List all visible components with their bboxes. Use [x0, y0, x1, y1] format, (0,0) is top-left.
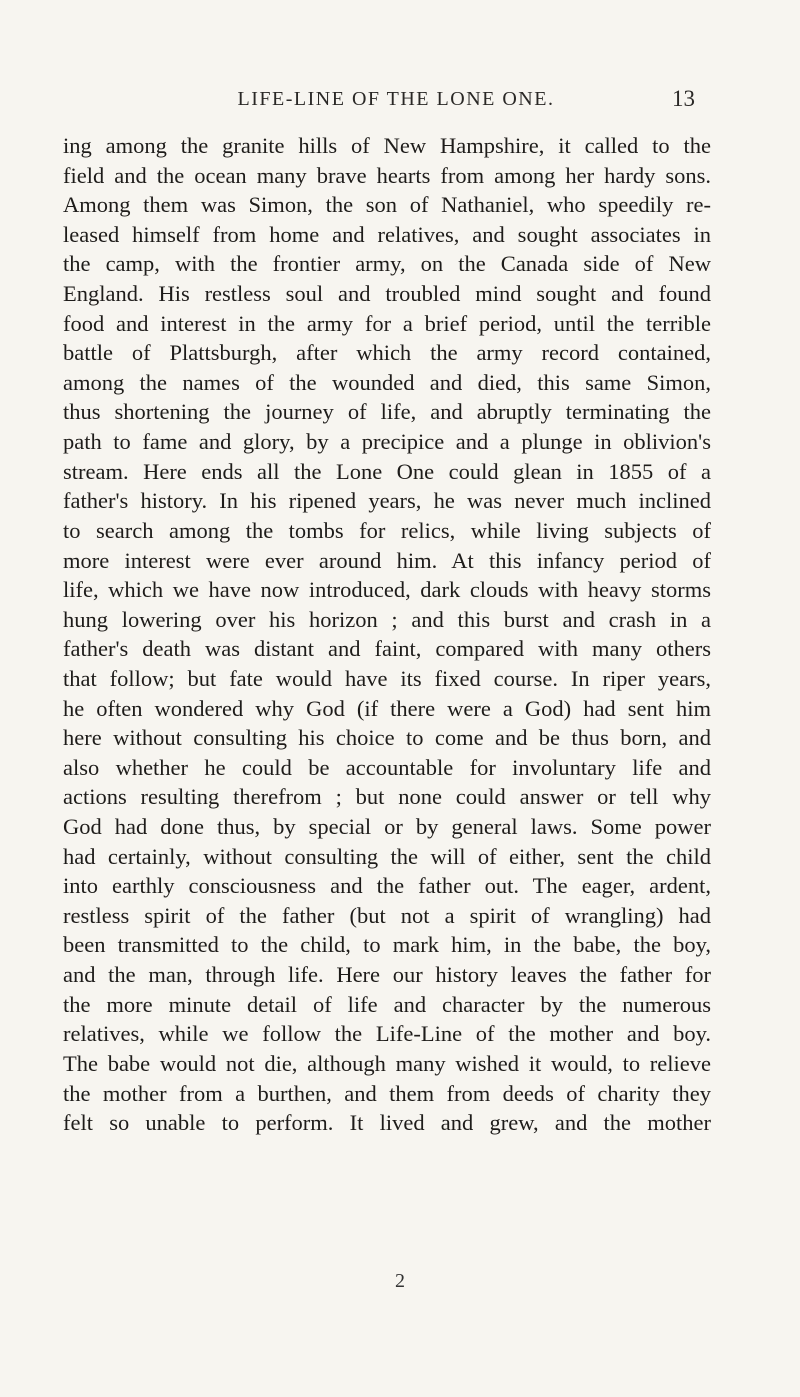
- text-line: ing among the granite hills of New Hampshire, it called to the: [63, 133, 711, 158]
- text-line: the camp, with the frontier army, on the Canada side of New: [63, 251, 711, 277]
- text-line: also whether he could be accountable for involuntary life and: [63, 754, 711, 780]
- text-line: to search among the tombs for relics, while living subjects of: [63, 517, 711, 543]
- text-line: England. His restless soul and troubled mind sought and found: [63, 281, 711, 307]
- text-line: he often wondered why God (if there were a God) had sent him: [63, 695, 711, 721]
- text-line: relatives, while we follow the Life-Line of the mother and boy.: [63, 1021, 711, 1047]
- text-line: thus shortening the journey of life, and abruptly terminating the: [63, 399, 711, 425]
- body-text: [63, 131, 711, 1138]
- text-line: felt so unable to perform. It lived and grew, and the mother: [63, 1110, 711, 1136]
- text-line: life, which we have now introduced, dark clouds with heavy storms: [63, 577, 711, 603]
- running-title: LIFE-LINE OF THE LONE ONE.: [237, 88, 555, 110]
- text-line: been transmitted to the child, to mark him, in the babe, the boy,: [63, 932, 711, 958]
- text-line: God had done thus, by special or by general laws. Some power: [63, 814, 711, 840]
- text-line: among the names of the wounded and died, this same Simon,: [63, 369, 711, 395]
- text-line: food and interest in the army for a brief period, until the terrible: [63, 310, 711, 336]
- text-line: father's history. In his ripened years, he was never much inclined: [63, 488, 711, 514]
- text-line: the mother from a burthen, and them from deeds of charity they: [63, 1080, 711, 1106]
- text-line: field and the ocean many brave hearts from among her hardy sons.: [63, 162, 711, 188]
- text-line: Among them was Simon, the son of Nathaniel, who speedily re-: [63, 192, 711, 218]
- text-line: stream. Here ends all the Lone One could glean in 1855 of a: [63, 458, 711, 484]
- text-line: and the man, through life. Here our history leaves the father for: [63, 962, 711, 988]
- text-line: into earthly consciousness and the father out. The eager, ardent,: [63, 873, 711, 899]
- text-line: The babe would not die, although many wished it would, to relieve: [63, 1050, 711, 1076]
- text-line: father's death was distant and faint, compared with many others: [63, 636, 711, 662]
- text-line: had certainly, without consulting the will of either, sent the child: [63, 843, 711, 869]
- text-line: battle of Plattsburgh, after which the army record contained,: [63, 340, 711, 366]
- text-line: hung lowering over his horizon ; and this burst and crash in a: [63, 606, 711, 632]
- text-line: more interest were ever around him. At this infancy period of: [63, 547, 711, 573]
- signature-mark: 2: [395, 1270, 405, 1292]
- text-line: the more minute detail of life and character by the numerous: [63, 991, 711, 1017]
- text-line: actions resulting therefrom ; but none could answer or tell why: [63, 784, 711, 810]
- text-line: that follow; but fate would have its fixed course. In riper years,: [63, 665, 711, 691]
- page-number: 13: [672, 86, 695, 111]
- text-line: restless spirit of the father (but not a spirit of wrangling) had: [63, 902, 711, 928]
- text-line: leased himself from home and relatives, and sought associates in: [63, 221, 711, 247]
- text-line: here without consulting his choice to come and be thus born, and: [63, 725, 711, 751]
- text-line: path to fame and glory, by a precipice and a plunge in oblivion's: [63, 429, 711, 455]
